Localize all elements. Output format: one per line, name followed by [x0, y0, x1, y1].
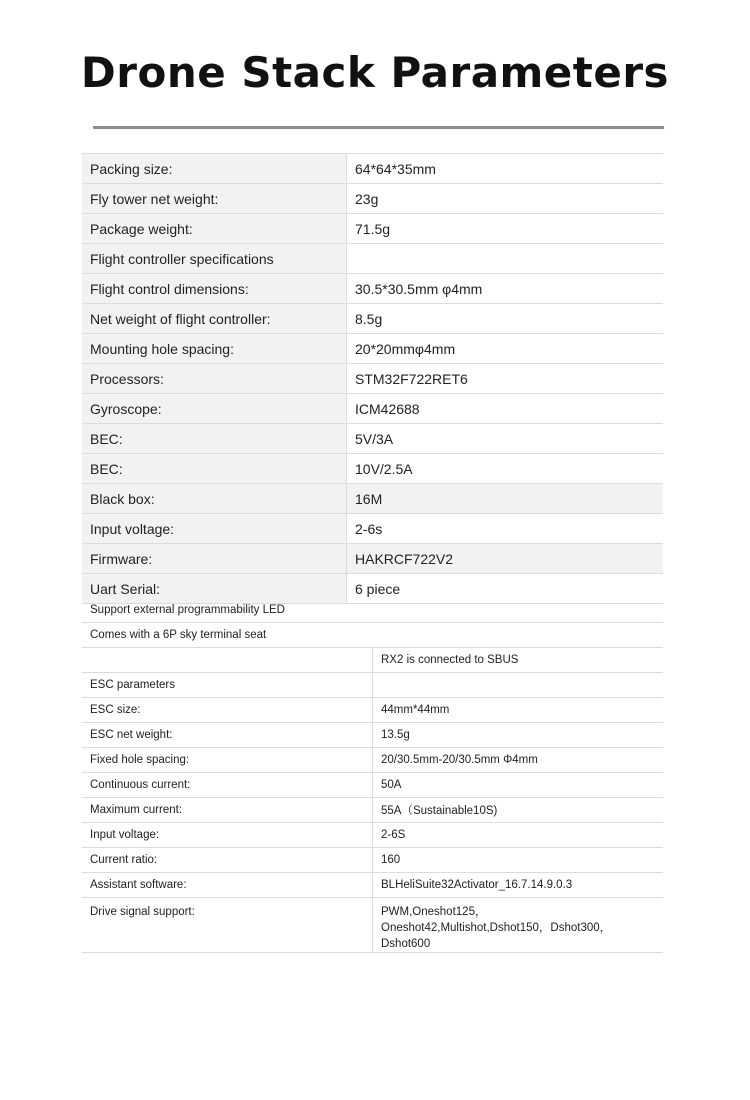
- table-row: [82, 798, 663, 823]
- spec-value: [347, 244, 664, 274]
- spec-label: Net weight of flight controller:: [82, 304, 347, 334]
- spec-label: Gyroscope:: [82, 394, 347, 424]
- table-row: [82, 748, 663, 773]
- spec-label: Firmware:: [82, 544, 347, 574]
- table-row: [82, 364, 663, 394]
- table-row: [82, 244, 663, 274]
- table-row: [82, 514, 663, 544]
- title-divider: [93, 126, 664, 129]
- esc-value: 13.5g: [373, 723, 664, 748]
- table-row: [82, 773, 663, 798]
- esc-value: BLHeliSuite32Activator_16.7.14.9.0.3: [373, 873, 664, 898]
- spec-value: 10V/2.5A: [347, 454, 664, 484]
- esc-value: PWM,Oneshot125，Oneshot42,Multishot,Dshot150，Dshot300，Dshot600: [373, 898, 664, 953]
- table-row: [82, 334, 663, 364]
- spec-value: ICM42688: [347, 394, 664, 424]
- esc-label: [82, 648, 373, 673]
- table-row: [82, 723, 663, 748]
- table-row: [82, 184, 663, 214]
- table-row: [82, 394, 663, 424]
- spec-value: 16M: [347, 484, 664, 514]
- spec-label: Packing size:: [82, 154, 347, 184]
- note-row: [82, 623, 663, 648]
- esc-label: Drive signal support:: [82, 898, 373, 953]
- esc-value: 2-6S: [373, 823, 664, 848]
- esc-label: Assistant software:: [82, 873, 373, 898]
- spec-label: Input voltage:: [82, 514, 347, 544]
- spec-value: 30.5*30.5mm φ4mm: [347, 274, 664, 304]
- note-text: Support external programmability LED: [82, 598, 663, 623]
- table-row: [82, 848, 663, 873]
- table-row: [82, 454, 663, 484]
- esc-value: 20/30.5mm-20/30.5mm Φ4mm: [373, 748, 664, 773]
- esc-label: Input voltage:: [82, 823, 373, 848]
- spec-label: BEC:: [82, 454, 347, 484]
- esc-value: 50A: [373, 773, 664, 798]
- specs-table: [82, 153, 663, 604]
- esc-table: [82, 598, 663, 953]
- table-row: [82, 648, 663, 673]
- note-text: Comes with a 6P sky terminal seat: [82, 623, 663, 648]
- table-row: [82, 304, 663, 334]
- esc-value: [373, 673, 664, 698]
- esc-label: ESC size:: [82, 698, 373, 723]
- esc-label: Fixed hole spacing:: [82, 748, 373, 773]
- spec-value: 8.5g: [347, 304, 664, 334]
- table-row: [82, 698, 663, 723]
- esc-section-heading: ESC parameters: [82, 673, 373, 698]
- spec-label: Mounting hole spacing:: [82, 334, 347, 364]
- spec-value: HAKRCF722V2: [347, 544, 664, 574]
- esc-value: 160: [373, 848, 664, 873]
- table-row: [82, 154, 663, 184]
- spec-value: 6 piece: [347, 574, 664, 604]
- table-row: [82, 873, 663, 898]
- table-row: [82, 544, 663, 574]
- esc-label: ESC net weight:: [82, 723, 373, 748]
- spec-label: BEC:: [82, 424, 347, 454]
- spec-value: 71.5g: [347, 214, 664, 244]
- spec-label: Flight control dimensions:: [82, 274, 347, 304]
- spec-value: 64*64*35mm: [347, 154, 664, 184]
- spec-value: 20*20mmφ4mm: [347, 334, 664, 364]
- spec-value: 2-6s: [347, 514, 664, 544]
- note-row: [82, 598, 663, 623]
- esc-value: RX2 is connected to SBUS: [373, 648, 664, 673]
- table-row: [82, 673, 663, 698]
- spec-section-heading: Flight controller specifications: [82, 244, 347, 274]
- table-row: [82, 214, 663, 244]
- spec-value: 5V/3A: [347, 424, 664, 454]
- spec-label: Black box:: [82, 484, 347, 514]
- spec-label: Package weight:: [82, 214, 347, 244]
- esc-label: Continuous current:: [82, 773, 373, 798]
- table-row: [82, 484, 663, 514]
- esc-value: 55A（Sustainable10S): [373, 798, 664, 823]
- table-row: [82, 424, 663, 454]
- spec-label: Processors:: [82, 364, 347, 394]
- spec-label: Uart Serial:: [82, 574, 347, 604]
- table-row: [82, 898, 663, 953]
- table-row: [82, 274, 663, 304]
- esc-value: 44mm*44mm: [373, 698, 664, 723]
- spec-value: STM32F722RET6: [347, 364, 664, 394]
- esc-label: Current ratio:: [82, 848, 373, 873]
- table-row: [82, 823, 663, 848]
- spec-label: Fly tower net weight:: [82, 184, 347, 214]
- page-title: Drone Stack Parameters: [80, 48, 670, 97]
- spec-value: 23g: [347, 184, 664, 214]
- esc-label: Maximum current:: [82, 798, 373, 823]
